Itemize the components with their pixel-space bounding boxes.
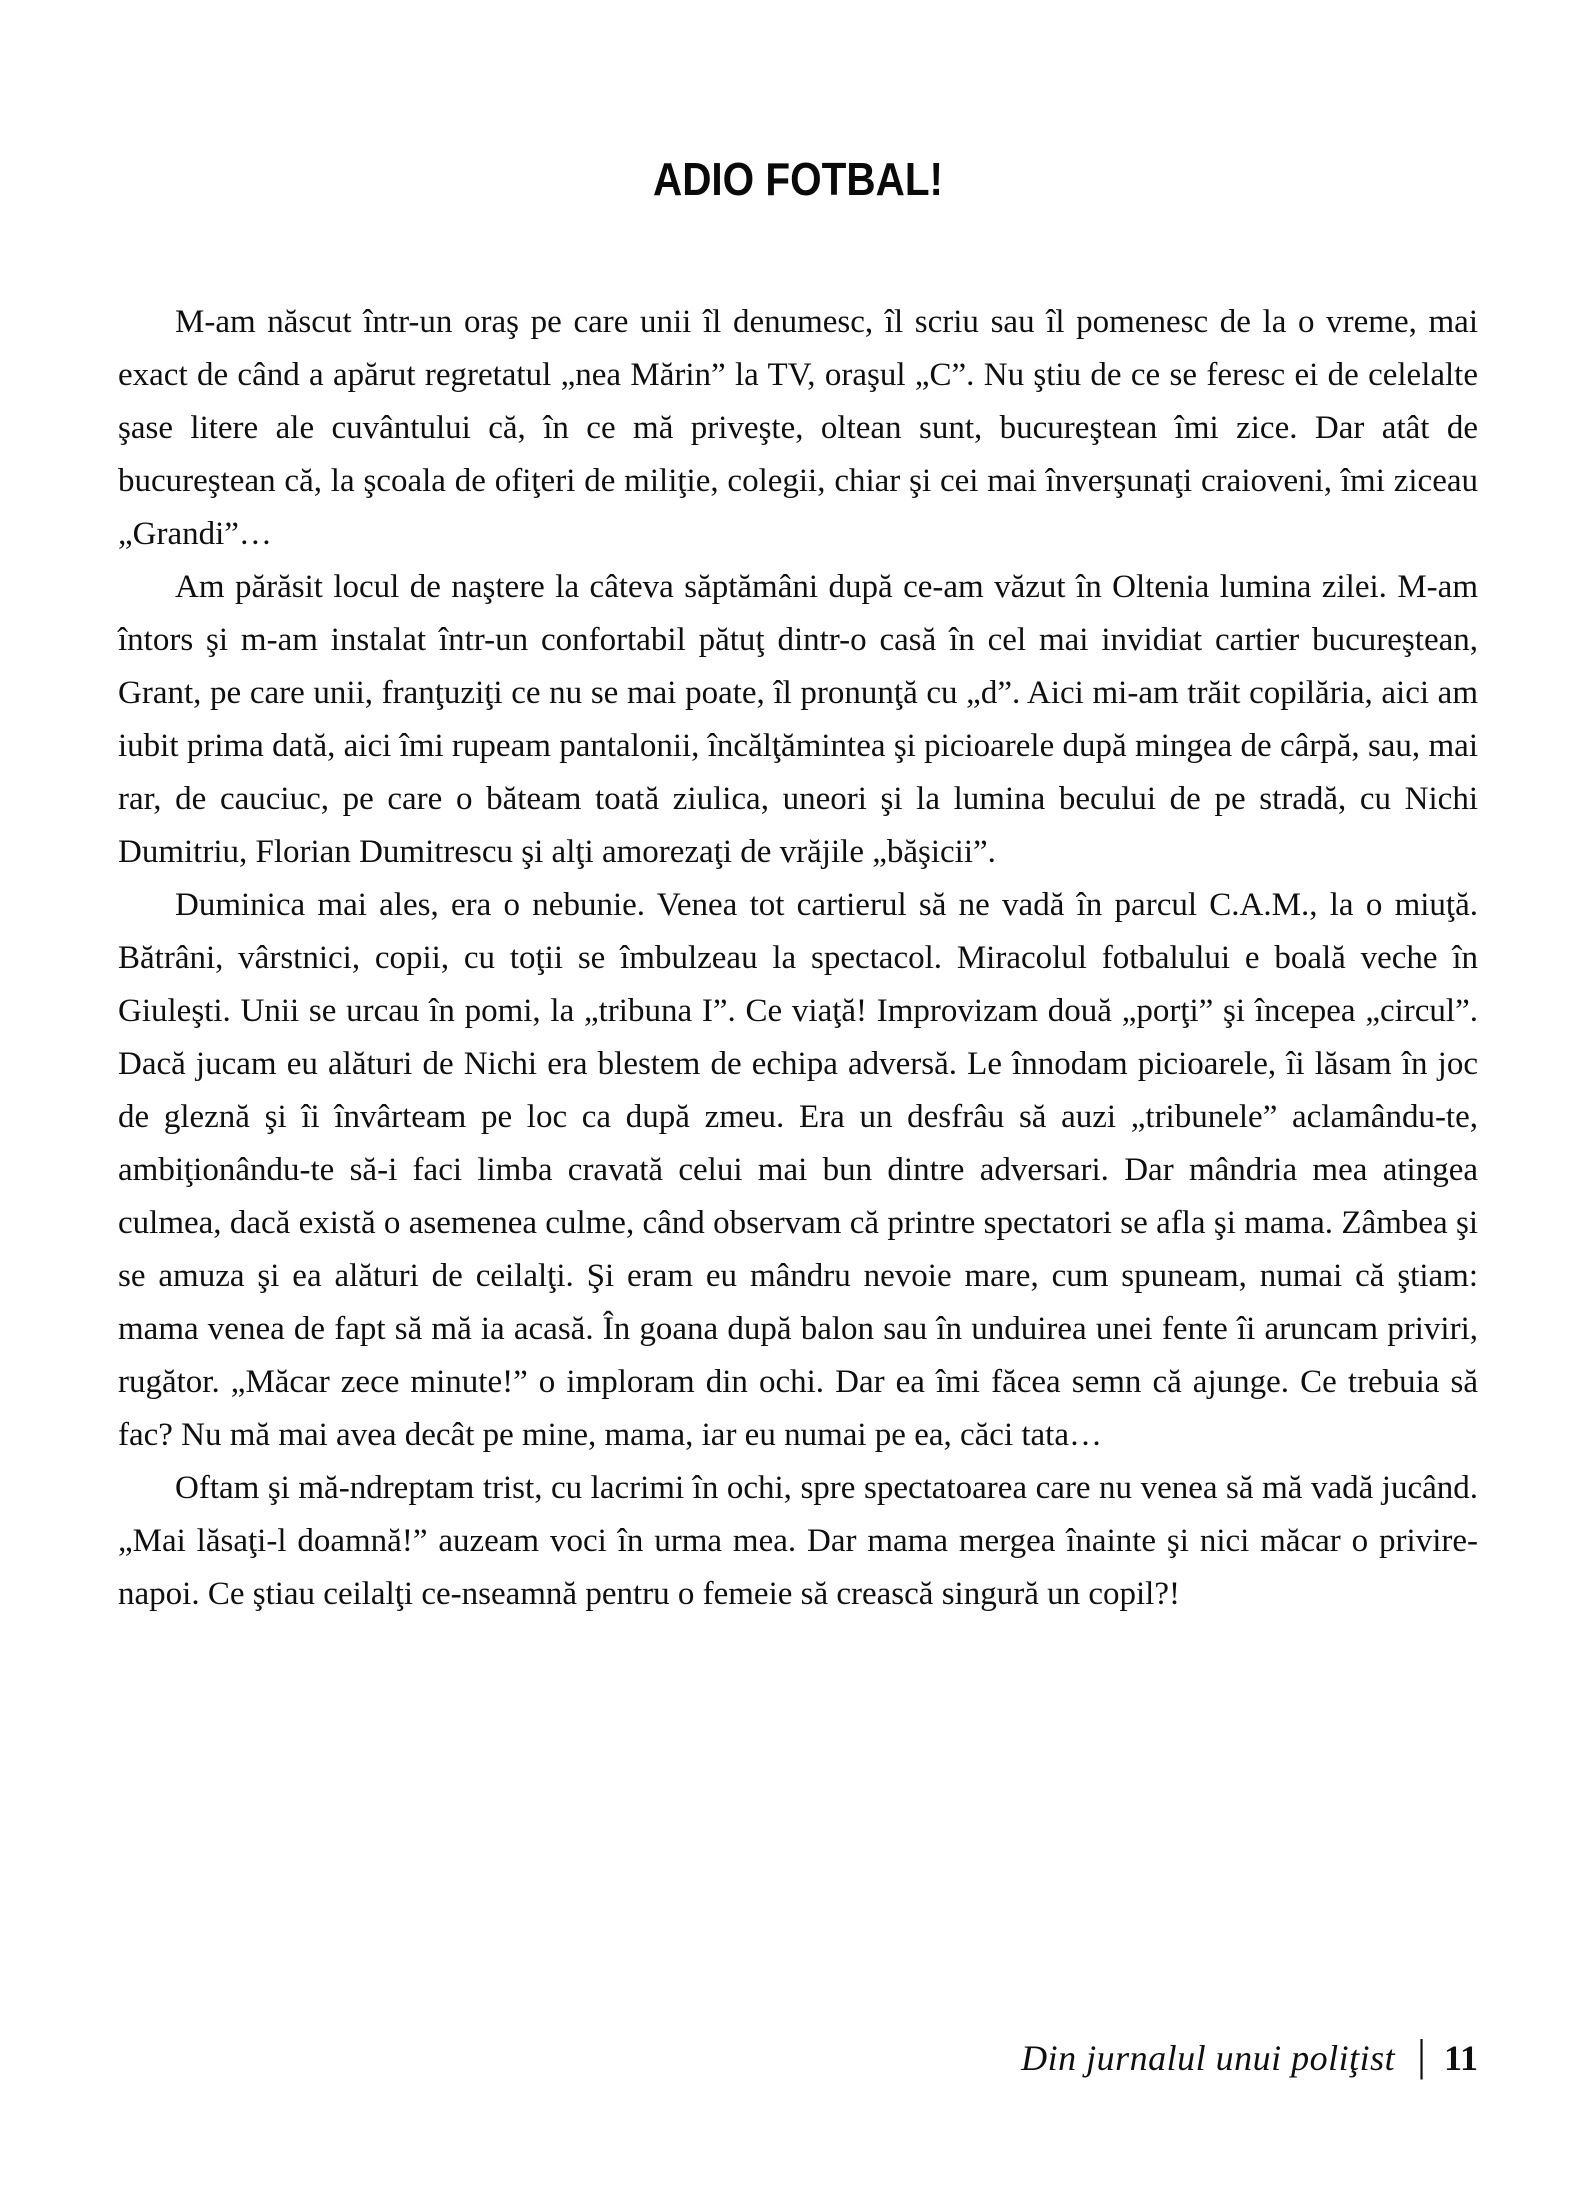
- body-text: [118, 296, 1478, 1621]
- page-footer: [118, 2031, 1478, 2080]
- paragraph-2: Am părăsit locul de naştere la câteva săptămâni după ce-am văzut în Oltenia lumina zilei. M-am întors şi m-am instalat într-un confortabil pătuţ dintr-o casă în cel mai invidiat cartier bucureştean, Grant, pe care unii, franţuziţi ce nu se mai poate, îl pronunţă cu „d”. Aici mi-am trăit copilăria, aici am iubit prima dată, aici îmi rupeam pantalonii, încălţămintea şi picioarele după mingea de cârpă, sau, mai rar, de cauciuc, pe care o băteam toată ziulica, uneori şi la lumina becului de pe stradă, cu Nichi Dumitriu, Florian Dumitrescu şi alţi amorezaţi de vrăjile „băşicii”.: [118, 569, 1478, 870]
- paragraph-1: M-am născut într-un oraş pe care unii îl denumesc, îl scriu sau îl pomenesc de la o vreme, mai exact de când a apărut regretatul „nea Mărin” la TV, oraşul „C”. Nu ştiu de ce se feresc ei de celelalte şase litere ale cuvântului că, în ce mă priveşte, oltean sunt, bucureştean îmi zice. Dar atât de bucureştean că, la şcoala de ofiţeri de miliţie, colegii, chiar şi cei mai înverşunaţi craioveni, îmi ziceau „Grandi”…: [118, 304, 1478, 552]
- paragraph-3: Duminica mai ales, era o nebunie. Venea tot cartierul să ne vadă în parcul C.A.M., la o miuţă. Bătrâni, vârstnici, copii, cu toţii se îmbulzeau la spectacol. Miracolul fotbalului e boală veche în Giuleşti. Unii se urcau în pomi, la „tribuna I”. Ce viaţă! Improvizam două „porţi” şi începea „circul”. Dacă jucam eu alături de Nichi era blestem de echipa adversă. Le înnodam picioarele, îi lăsam în joc de gleznă şi îi învârteam pe loc ca după zmeu. Era un desfrâu să auzi „tribunele” aclamându-te, ambiţionându-te să-i faci limba cravată celui mai bun dintre adversari. Dar mândria mea atingea culmea, dacă există o asemenea culme, când observam că printre spectatori se afla şi mama. Zâmbea şi se amuza şi ea alături de ceilalţi. Şi eram eu mândru nevoie mare, cum spuneam, numai că ştiam: mama venea de fapt să mă ia acasă. În goana după balon sau în unduirea unei fente îi aruncam priviri, rugător. „Măcar zece minute!” o imploram din ochi. Dar ea îmi făcea semn că ajunge. Ce trebuia să fac? Nu mă mai avea decât pe mine, mama, iar eu numai pe ea, căci tata…: [118, 887, 1478, 1453]
- running-title: Din jurnalul unui poliţist: [1021, 2038, 1396, 2078]
- chapter-title: ADIO FOTBAL!: [652, 153, 944, 205]
- paragraph-4: Oftam şi mă-ndreptam trist, cu lacrimi în ochi, spre spectatoarea care nu venea să mă vadă jucând. „Mai lăsaţi-l doamnă!” auzeam voci în urma mea. Dar mama mergea înainte şi nici măcar o privire-napoi. Ce ştiau ceilalţi ce-nseamnă pentru o femeie să crească singură un copil?!: [118, 1470, 1478, 1612]
- page-number: 11: [1443, 2038, 1478, 2078]
- footer-separator: |: [1417, 2031, 1426, 2080]
